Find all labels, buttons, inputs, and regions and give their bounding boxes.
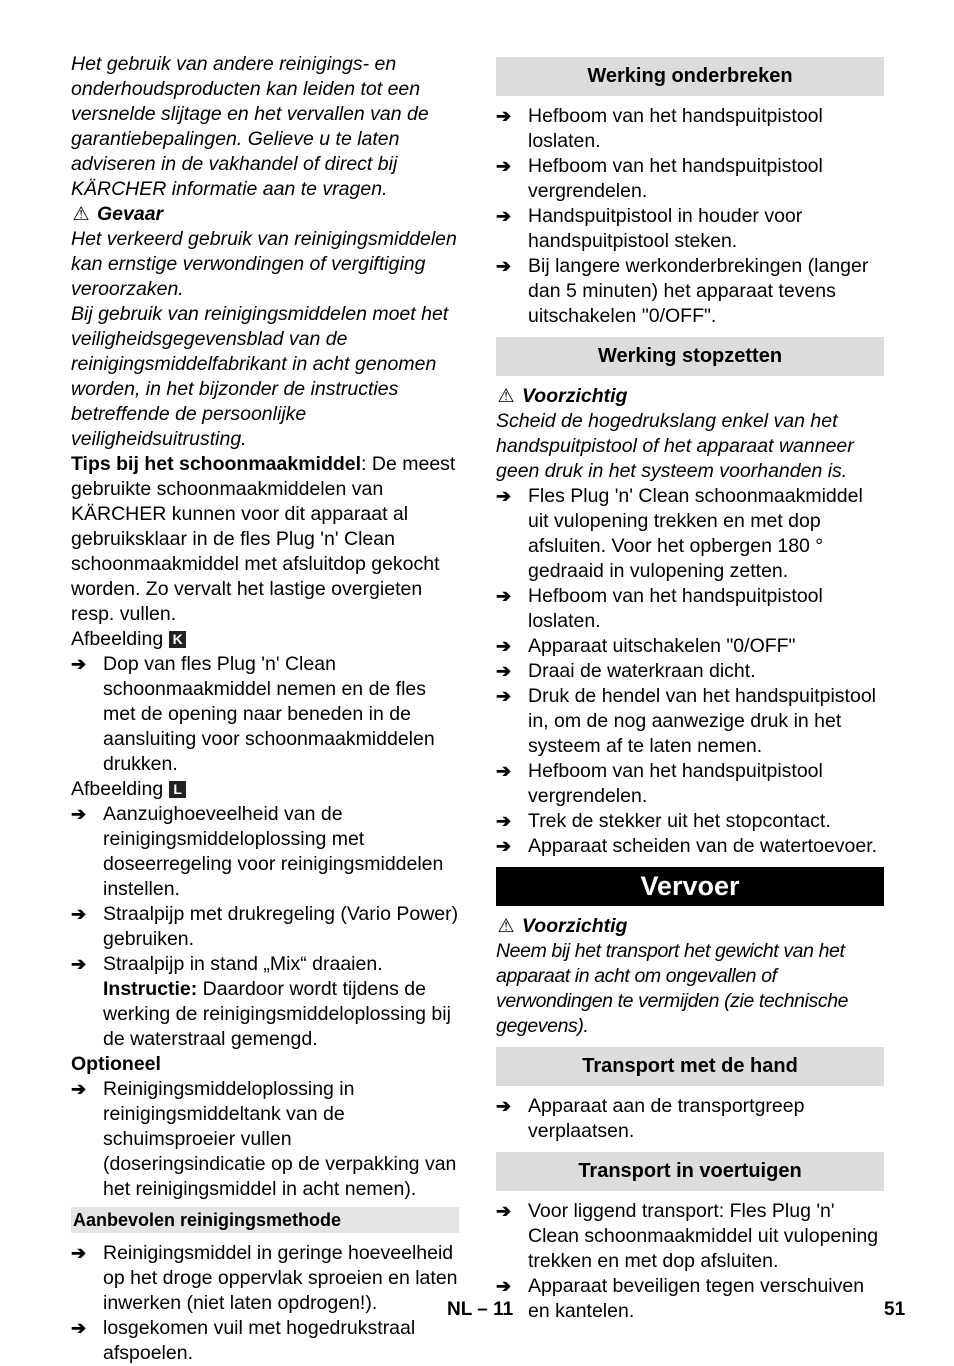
bullet-item [496, 684, 884, 759]
bullet-item [496, 634, 884, 659]
instruction-text: Daardoor wordt tijdens de werking de reinigingsmiddeloplossing bij de waterstraal gemengd. [103, 978, 451, 1050]
transport-caution-heading [496, 914, 884, 939]
warning-triangle-icon: ⚠ [497, 916, 515, 937]
stop-caution-heading [496, 384, 884, 409]
arrow-right-icon: ➔ [71, 1079, 87, 1099]
bullet-text: Dop van fles Plug 'n' Clean schoonmaakmiddel nemen en de fles met de opening naar beneden in de aansluiting voor schoonmaakmiddelen drukken. [103, 653, 435, 775]
bullet-item [496, 154, 884, 204]
transport-caution-text: Neem bij het transport het gewicht van het apparaat in acht om ongevallen of verwondingen te vermijden (zie technische gegevens). [496, 940, 849, 1037]
tips-paragraph [71, 452, 459, 627]
figure-ref-l [71, 777, 459, 802]
bullet-item [496, 484, 884, 584]
pause-heading: Werking onderbreken [496, 57, 884, 96]
bullet-text: Hefboom van het handspuitpistool vergrendelen. [528, 760, 823, 807]
tips-text: : De meest gebruikte schoonmaakmiddelen van KÄRCHER kunnen voor dit apparaat al gebruiksklaar in de fles Plug 'n' Clean schoonmaakmiddel met afsluitdop gekocht worden. Zo vervalt het lastige overgieten resp. vullen. [71, 453, 456, 625]
steps-hand-list [496, 1094, 884, 1144]
page-label: NL – 11 [447, 1299, 514, 1320]
bullet-item [496, 254, 884, 329]
hand-heading: Transport met de hand [496, 1047, 884, 1086]
bullet-item [496, 1274, 884, 1324]
intro-text: Het gebruik van andere reinigings- en onderhoudsproducten kan leiden tot een versnelde slijtage en het vervallen van de garantiebepalingen. Gelieve u te laten adviseren in de vakhandel of direct bij KÄRCHER informatie aan te vragen. [71, 53, 429, 200]
figure-letter-l: L [169, 781, 186, 798]
bullet-text: Trek de stekker uit het stopcontact. [528, 810, 831, 832]
bullet-text: Draai de waterkraan dicht. [528, 660, 756, 682]
arrow-right-icon: ➔ [496, 836, 512, 856]
right-column [496, 57, 884, 1324]
bullet-item [71, 1077, 459, 1202]
steps-method-list [71, 1241, 459, 1366]
bullet-item [71, 802, 459, 902]
bullet-item [496, 1199, 884, 1274]
bullet-text: Handspuitpistool in houder voor handspuitpistool steken. [528, 205, 803, 252]
bullet-text: Druk de hendel van het handspuitpistool in, om de nog aanwezige druk in het systeem af te laten nemen. [528, 685, 876, 757]
figure-letter-k: K [169, 631, 186, 648]
steps-vehicle-list [496, 1199, 884, 1324]
figure-ref-k [71, 627, 459, 652]
warning-triangle-icon: ⚠ [497, 386, 515, 407]
transport-heading: Vervoer [496, 867, 884, 906]
bullet-text: Apparaat scheiden van de watertoevoer. [528, 835, 878, 857]
arrow-right-icon: ➔ [496, 586, 512, 606]
danger-title: Gevaar [97, 203, 164, 225]
arrow-right-icon: ➔ [71, 904, 87, 924]
bullet-item [496, 104, 884, 154]
arrow-right-icon: ➔ [496, 1096, 512, 1116]
page-number: 51 [884, 1299, 906, 1320]
bullet-item [496, 584, 884, 634]
arrow-right-icon: ➔ [71, 1243, 87, 1263]
steps-l-list [71, 802, 459, 977]
bullet-text: Straalpijp met drukregeling (Vario Power) gebruiken. [103, 903, 459, 950]
arrow-right-icon: ➔ [496, 156, 512, 176]
arrow-right-icon: ➔ [496, 761, 512, 781]
bullet-text: Hefboom van het handspuitpistool loslaten. [528, 105, 823, 152]
figure-label: Afbeelding [71, 778, 164, 800]
instruction-label: Instructie: [103, 978, 198, 1000]
bullet-item [496, 834, 884, 859]
danger-text-1: Het verkeerd gebruik van reinigingsmiddelen kan ernstige verwondingen of vergiftiging veroorzaken. [71, 228, 457, 300]
caution-title: Voorzichtig [522, 385, 628, 407]
steps-optional-list [71, 1077, 459, 1202]
arrow-right-icon: ➔ [71, 1318, 87, 1338]
optional-title: Optioneel [71, 1053, 161, 1075]
bullet-item [496, 204, 884, 254]
arrow-right-icon: ➔ [496, 636, 512, 656]
arrow-right-icon: ➔ [496, 686, 512, 706]
danger-text-2: Bij gebruik van reinigingsmiddelen moet het veiligheidsgegevensblad van de reinigingsmiddelfabrikant in acht genomen worden, in het bijzonder de instructies betreffende de persoonlijke veiligheidsuitrusting. [71, 303, 449, 450]
bullet-text: Reinigingsmiddel in geringe hoeveelheid op het droge oppervlak sproeien en laten inwerken (niet laten opdrogen!). [103, 1242, 458, 1314]
warning-triangle-icon: ⚠ [72, 204, 90, 225]
vehicle-heading: Transport in voertuigen [496, 1152, 884, 1191]
bullet-text: Hefboom van het handspuitpistool vergrendelen. [528, 155, 823, 202]
arrow-right-icon: ➔ [71, 804, 87, 824]
bullet-item [71, 902, 459, 952]
arrow-right-icon: ➔ [496, 1276, 512, 1296]
danger-heading [71, 202, 459, 227]
bullet-text: Apparaat aan de transportgreep verplaatsen. [528, 1095, 805, 1142]
bullet-text: Fles Plug 'n' Clean schoonmaakmiddel uit vulopening trekken en met dop afsluiten. Voor het opbergen 180 ° gedraaid in vulopening zetten. [528, 485, 863, 582]
bullet-text: Aanzuighoeveelheid van de reinigingsmiddeloplossing met doseerregeling voor reinigingsmiddelen instellen. [103, 803, 444, 900]
bullet-item [71, 652, 459, 777]
bullet-text: Bij langere werkonderbrekingen (langer dan 5 minuten) het apparaat tevens uitschakelen "0/OFF". [528, 255, 869, 327]
arrow-right-icon: ➔ [496, 206, 512, 226]
stop-caution-text: Scheid de hogedrukslang enkel van het handspuitpistool of het apparaat wanneer geen druk in het systeem voorhanden is. [496, 410, 854, 482]
left-column [71, 52, 459, 1366]
bullet-item [496, 809, 884, 834]
arrow-right-icon: ➔ [496, 256, 512, 276]
arrow-right-icon: ➔ [71, 954, 87, 974]
arrow-right-icon: ➔ [496, 106, 512, 126]
bullet-text: Straalpijp in stand „Mix“ draaien. [103, 953, 383, 975]
bullet-item [71, 1316, 459, 1366]
figure-label: Afbeelding [71, 628, 164, 650]
instruction-note [71, 977, 459, 1052]
bullet-text: Voor liggend transport: Fles Plug 'n' Clean schoonmaakmiddel uit vulopening trekken en met dop afsluiten. [528, 1200, 879, 1272]
stop-heading: Werking stopzetten [496, 337, 884, 376]
steps-pause-list [496, 104, 884, 329]
bullet-item [496, 1094, 884, 1144]
method-heading: Aanbevolen reinigingsmethode [71, 1207, 459, 1233]
bullet-item [496, 759, 884, 809]
arrow-right-icon: ➔ [496, 661, 512, 681]
arrow-right-icon: ➔ [71, 654, 87, 674]
bullet-text: Hefboom van het handspuitpistool loslaten. [528, 585, 823, 632]
bullet-text: Apparaat uitschakelen "0/OFF" [528, 635, 796, 657]
arrow-right-icon: ➔ [496, 486, 512, 506]
steps-stop-list [496, 484, 884, 859]
arrow-right-icon: ➔ [496, 1201, 512, 1221]
bullet-text: Apparaat beveiligen tegen verschuiven en kantelen. [528, 1275, 865, 1322]
arrow-right-icon: ➔ [496, 811, 512, 831]
tips-label: Tips bij het schoonmaakmiddel [71, 453, 362, 475]
caution-title: Voorzichtig [522, 915, 628, 937]
bullet-item [71, 952, 459, 977]
bullet-text: Reinigingsmiddeloplossing in reinigingsmiddeltank van de schuimsproeier vullen (doseringsindicatie op de verpakking van het reinigingsmiddel in acht nemen). [103, 1078, 457, 1200]
bullet-text: losgekomen vuil met hogedrukstraal afspoelen. [103, 1317, 416, 1364]
steps-k-list [71, 652, 459, 777]
bullet-item [496, 659, 884, 684]
bullet-item [71, 1241, 459, 1316]
